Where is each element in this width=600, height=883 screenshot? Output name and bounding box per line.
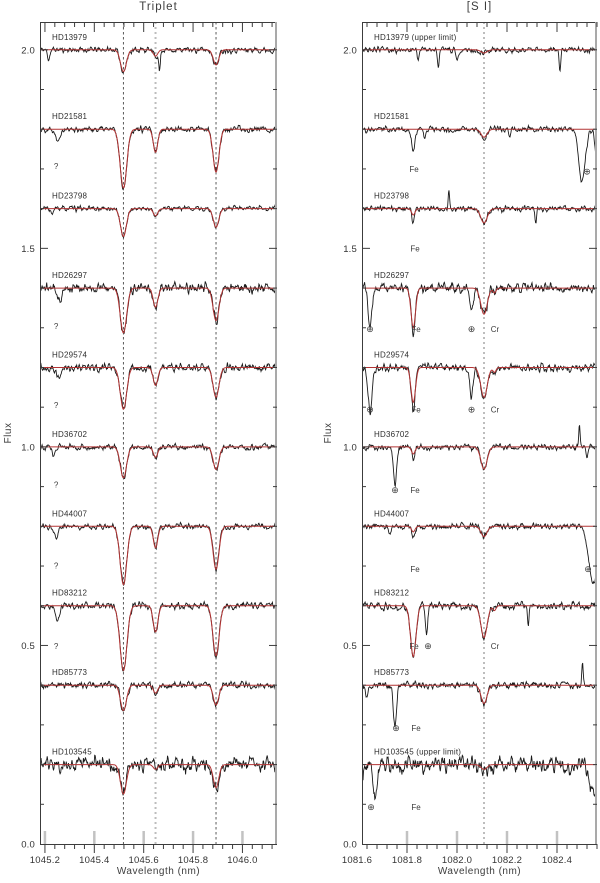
telluric-earth-symbol: ⊕: [424, 641, 432, 652]
element-label-Fe: Fe: [411, 803, 421, 813]
spectrum-HD21581-right: [362, 126, 597, 182]
x-tick-label: 1045.2: [29, 855, 61, 866]
observed-spectrum: [40, 681, 277, 711]
star-name-label: HD23798: [374, 191, 410, 201]
uncertain-feature-label: ?: [53, 561, 59, 571]
right-panel-title: [S I]: [466, 1, 493, 13]
star-name-label: HD85773: [374, 668, 410, 678]
star-name-label: HD44007: [52, 509, 88, 519]
uncertain-feature-label: ?: [53, 401, 59, 411]
star-labels: [366, 350, 499, 414]
star-name-label: HD44007: [374, 509, 410, 519]
star-name-label: HD103545 (upper limit): [374, 747, 462, 757]
observed-spectrum: [40, 47, 277, 73]
star-labels: [52, 509, 88, 570]
star-name-label: HD21581: [52, 112, 88, 122]
left-x-axis-label: Wavelength (nm): [116, 866, 201, 877]
element-label-Fe: Fe: [411, 724, 421, 734]
left-y-axis-label: Flux: [3, 422, 14, 444]
x-tick-label: 1081.6: [341, 855, 373, 866]
right-y-axis-label: Flux: [323, 422, 334, 444]
telluric-earth-symbol: ⊕: [392, 723, 400, 734]
star-labels: [374, 589, 500, 652]
uncertain-feature-label: ?: [53, 161, 59, 171]
panel-left: [21, 22, 277, 866]
element-label-Fe: Fe: [411, 324, 421, 334]
spectrum-HD13979-left: [40, 47, 277, 73]
observed-spectrum: [362, 755, 597, 799]
x-tick-label: 1045.8: [177, 855, 209, 866]
observed-spectrum: [362, 282, 597, 337]
y-tick-label: 1.5: [343, 243, 357, 255]
uncertain-feature-label: ?: [53, 480, 59, 490]
star-labels: [374, 112, 591, 176]
fit-spectrum: [40, 685, 277, 710]
spectrum-HD29574-left: [40, 362, 277, 409]
star-labels: [52, 748, 92, 757]
spectrum-HD26297-left: [40, 281, 277, 333]
spectrum-HD85773-left: [40, 681, 277, 711]
observed-spectrum: [362, 363, 597, 415]
y-tick-label: 0.0: [343, 839, 357, 851]
element-label-Fe: Fe: [409, 642, 419, 652]
observed-spectrum: [40, 205, 277, 237]
element-label-Fe: Fe: [410, 565, 420, 575]
star-labels: [52, 271, 88, 331]
star-name-label: HD23798: [52, 191, 88, 201]
x-tick-label: 1081.8: [391, 855, 423, 866]
y-tick-label: 0.0: [21, 839, 35, 851]
spectrum-HD44007-left: [40, 522, 277, 585]
spectrum-HD83212-right: [362, 601, 597, 657]
x-tick-label: 1046.0: [227, 855, 258, 866]
fit-spectrum: [40, 129, 277, 188]
star-labels: [52, 589, 88, 652]
star-name-label: HD103545: [52, 747, 92, 757]
fit-spectrum: [40, 447, 277, 478]
element-label-Cr: Cr: [490, 405, 500, 415]
spectrum-HD103545-right: [362, 755, 597, 799]
spectrum-HD36702-left: [40, 443, 277, 478]
spectrum-HD21581-left: [40, 125, 277, 189]
fit-spectrum: [40, 368, 277, 410]
observed-spectrum: [362, 601, 597, 657]
star-name-label: HD36702: [374, 429, 410, 439]
observed-spectrum: [40, 281, 277, 333]
star-labels: [52, 192, 88, 201]
star-name-label: HD29574: [52, 350, 88, 360]
star-name-label: HD26297: [374, 271, 410, 281]
fit-spectrum: [40, 288, 277, 333]
star-labels: [374, 33, 457, 42]
star-name-label: HD83212: [52, 588, 88, 598]
element-label-Fe: Fe: [410, 244, 420, 254]
element-label-Cr: Cr: [490, 642, 500, 652]
fit-spectrum: [362, 606, 597, 657]
telluric-earth-symbol: ⊕: [391, 484, 399, 495]
uncertain-feature-label: ?: [53, 642, 59, 652]
x-axis-ticks: [342, 22, 597, 866]
right-x-axis-label: Wavelength (nm): [437, 866, 522, 877]
spectrum-HD44007-right: [362, 522, 597, 583]
spectrum-HD23798-left: [40, 205, 277, 237]
spectrum-HD13979-right: [362, 47, 597, 71]
star-name-label: HD13979: [52, 32, 88, 42]
y-tick-label: 2.0: [343, 45, 357, 57]
star-labels: [366, 271, 499, 334]
fit-spectrum: [40, 606, 277, 671]
telluric-earth-symbol: ⊕: [584, 564, 592, 575]
y-tick-label: 1.0: [21, 442, 35, 454]
x-tick-label: 1045.4: [79, 855, 110, 866]
telluric-earth-symbol: ⊕: [366, 323, 374, 334]
observed-spectrum: [40, 522, 277, 585]
star-name-label: HD13979 (upper limit): [374, 32, 457, 42]
element-label-Fe: Fe: [409, 164, 419, 174]
element-label-Fe: Fe: [410, 485, 420, 495]
x-axis-ticks: [30, 22, 272, 866]
y-tick-label: 2.0: [21, 45, 35, 57]
observed-spectrum: [40, 755, 277, 795]
x-tick-label: 1082.0: [441, 855, 473, 866]
star-name-label: HD85773: [52, 668, 88, 678]
star-labels: [52, 33, 88, 42]
star-labels: [52, 350, 88, 410]
observed-spectrum: [362, 126, 597, 182]
telluric-earth-symbol: ⊕: [467, 404, 476, 415]
spectrum-HD103545-left: [40, 755, 277, 795]
observed-spectrum: [40, 443, 277, 478]
uncertain-feature-label: ?: [53, 321, 59, 331]
telluric-earth-symbol: ⊕: [467, 323, 476, 334]
star-labels: [52, 668, 88, 677]
observed-spectrum: [362, 522, 597, 583]
telluric-earth-symbol: ⊕: [366, 404, 374, 415]
telluric-earth-symbol: ⊕: [367, 802, 375, 813]
spectrum-HD83212-left: [40, 601, 277, 671]
spectrum-HD26297-right: [362, 282, 597, 337]
element-label-Cr: Cr: [490, 324, 500, 334]
y-tick-label: 1.0: [343, 442, 357, 454]
y-tick-label: 1.5: [21, 243, 35, 255]
star-name-label: HD36702: [52, 429, 88, 439]
fit-spectrum: [362, 368, 597, 403]
observed-spectrum: [40, 601, 277, 671]
star-name-label: HD21581: [374, 112, 410, 122]
observed-spectrum: [40, 362, 277, 409]
telluric-earth-symbol: ⊕: [583, 166, 591, 177]
x-tick-label: 1045.6: [128, 855, 159, 866]
y-tick-label: 0.5: [343, 640, 357, 652]
y-tick-label: 0.5: [21, 640, 35, 652]
spectrum-HD29574-right: [362, 363, 597, 415]
fit-spectrum: [40, 526, 277, 584]
star-name-label: HD83212: [374, 588, 410, 598]
fit-spectrum: [362, 288, 597, 328]
panel-right: [342, 22, 597, 866]
star-labels: [367, 748, 461, 812]
star-labels: [374, 509, 592, 574]
observed-spectrum: [40, 125, 277, 189]
x-tick-label: 1082.4: [541, 855, 573, 866]
left-panel-title: Triplet: [139, 1, 178, 13]
star-labels: [52, 430, 88, 490]
star-name-label: HD29574: [374, 350, 410, 360]
x-tick-label: 1082.2: [491, 855, 523, 866]
star-name-label: HD26297: [52, 271, 88, 281]
reference-lines: [123, 22, 216, 844]
element-label-Fe: Fe: [411, 405, 421, 415]
